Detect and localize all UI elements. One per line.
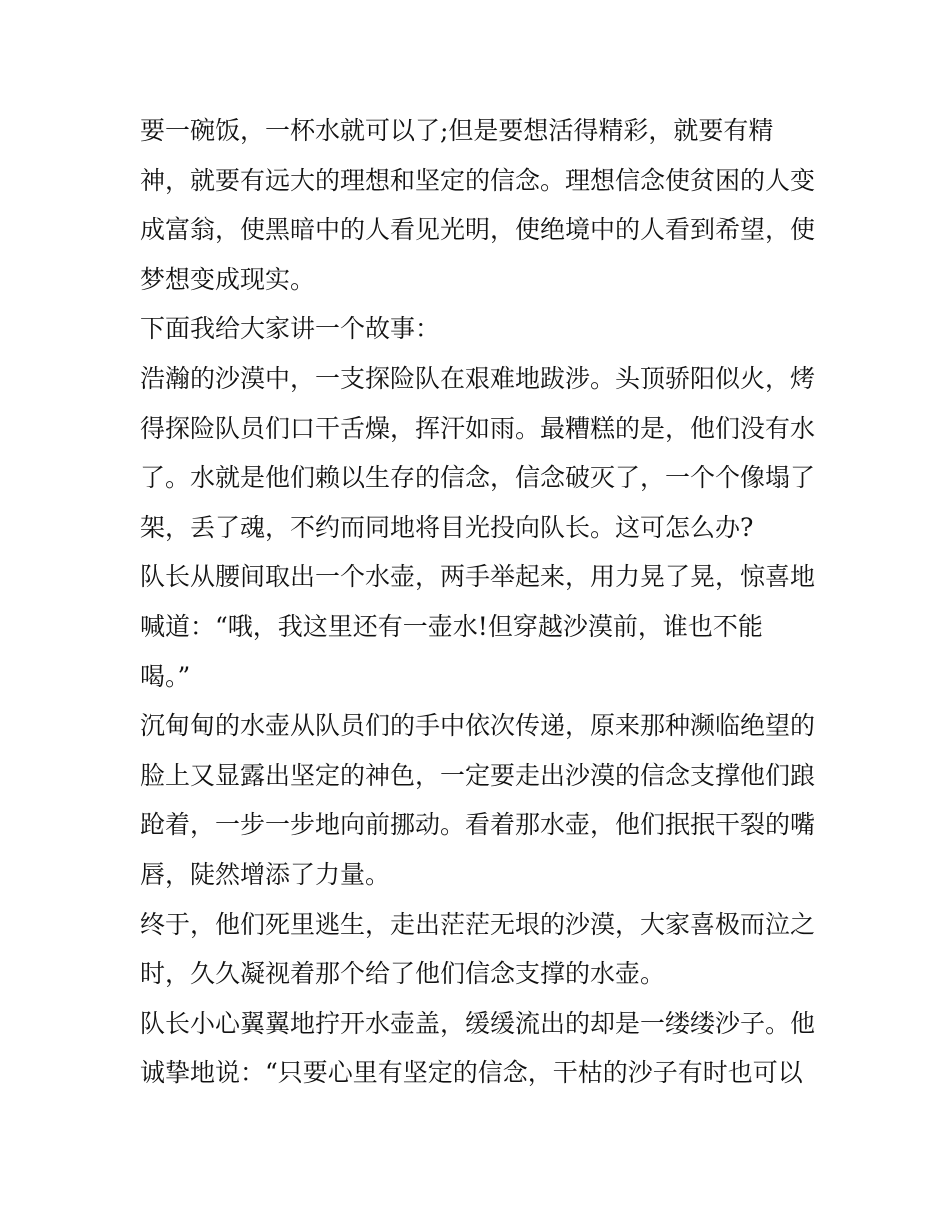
text-line: 得探险队员们口干舌燥，挥汗如雨。最糟糕的是，他们没有水 (140, 413, 816, 443)
text-line: 要一碗饭，一杯水就可以了;但是要想活得精彩，就要有精 (140, 116, 774, 145)
text-line: 了。水就是他们赖以生存的信念，信念破灭了，一个个像塌了 (140, 463, 816, 493)
text-line: 终于，他们死里逃生，走出茫茫无垠的沙漠，大家喜极而泣之 (140, 909, 816, 939)
text-line: 下面我给大家讲一个故事： (140, 314, 441, 344)
text-line: 队长小心翼翼地拧开水壶盖，缓缓流出的却是一缕缕沙子。他 (140, 1008, 816, 1038)
text-line: 成富翁，使黑暗中的人看见光明，使绝境中的人看到希望，使 (140, 215, 816, 245)
text-line: 浩瀚的沙漠中，一支探险队在艰难地跋涉。头顶骄阳似火，烤 (140, 363, 816, 393)
text-line: 诚挚地说：“只要心里有坚定的信念，干枯的沙子有时也可以 (140, 1058, 803, 1088)
text-line: 喊道：“哦，我这里还有一壶水!但穿越沙漠前，谁也不能 (140, 611, 763, 641)
text-line: 跄着，一步一步地向前挪动。看着那水壶，他们抿抿干裂的嘴 (140, 810, 816, 840)
text-line: 脸上又显露出坚定的神色，一定要走出沙漠的信念支撑他们踉 (140, 760, 816, 790)
text-line: 唇，陡然增添了力量。 (140, 859, 391, 889)
text-line: 队长从腰间取出一个水壶，两手举起来，用力晃了晃，惊喜地 (140, 562, 816, 592)
text-line: 沉甸甸的水壶从队员们的手中依次传递，原来那种濒临绝望的 (140, 711, 816, 741)
text-line: 时，久久凝视着那个给了他们信念支撑的水壶。 (140, 959, 666, 989)
text-line: 神，就要有远大的理想和坚定的信念。理想信念使贫困的人变 (140, 165, 816, 195)
text-line: 梦想变成现实。 (140, 264, 316, 294)
text-line: 架，丢了魂，不约而同地将目光投向队长。这可怎么办? (140, 512, 754, 542)
text-line: 喝。” (140, 661, 191, 691)
document-body (140, 106, 820, 1098)
